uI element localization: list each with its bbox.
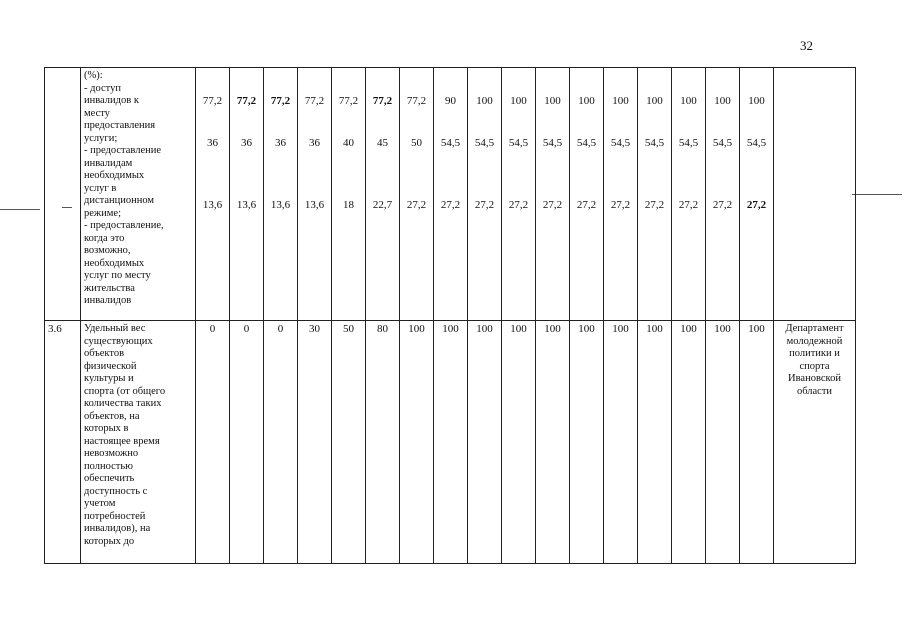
description-line: инвалидов), на (84, 523, 151, 534)
description-line: обеспечить (84, 473, 135, 484)
value-cell: 50 (332, 321, 366, 564)
value-cell (196, 68, 230, 321)
description-line: инвалидов к (84, 95, 139, 106)
series-home-value: 13,6 (304, 199, 325, 211)
series-remote-value: 36 (309, 137, 320, 149)
series-remote-value: 36 (207, 137, 218, 149)
description-line: (%): (84, 70, 103, 81)
value-cell (332, 68, 366, 321)
description-line: которых до (84, 535, 135, 547)
description-line: необходимых (84, 170, 145, 181)
series-home-value: 27,2 (474, 199, 495, 211)
series-remote-value: 54,5 (712, 137, 733, 149)
description-line: жительства (84, 282, 135, 294)
series-remote-value: 50 (411, 137, 422, 149)
series-access-value: 100 (510, 95, 527, 107)
value-cell (400, 68, 434, 321)
series-access-value: 100 (476, 95, 493, 107)
description-line: - предоставление, (84, 220, 164, 231)
table-row (45, 321, 856, 564)
description-line: инвалидам (84, 157, 133, 169)
description-line: когда это (84, 232, 125, 244)
series-remote-value: 54,5 (542, 137, 563, 149)
responsible-cell (774, 68, 856, 321)
series-remote-value: 36 (275, 137, 286, 149)
value-cell (434, 68, 468, 321)
series-access-value: 77,2 (304, 95, 325, 107)
description-line: услуг по месту (84, 270, 151, 281)
series-access-value: 77,2 (338, 95, 359, 107)
description-line: необходимых (84, 257, 145, 269)
series-remote-value: 54,5 (644, 137, 665, 149)
responsible-department (774, 321, 856, 564)
description-line: дистанционном (84, 195, 155, 206)
description-line: услуг в (84, 182, 117, 194)
description-line: месту (84, 107, 110, 119)
value-cell: 100 (638, 321, 672, 564)
value-cell (672, 68, 706, 321)
description-line: невозможно (84, 448, 139, 459)
value-cell (264, 68, 298, 321)
description-line: услуги; (84, 132, 118, 144)
series-remote-value: 54,5 (746, 137, 767, 149)
description-line: доступность с (84, 485, 148, 497)
responsible-line: области (796, 385, 833, 397)
series-home-value: 27,2 (678, 199, 699, 211)
description-line: возможно, (84, 245, 131, 256)
description-line: спорта (от общего (84, 385, 166, 397)
value-cell: 100 (502, 321, 536, 564)
row-index: 3.6 (45, 321, 81, 564)
series-access-value: 77,2 (406, 95, 427, 107)
series-home-value: 13,6 (270, 199, 291, 211)
description-line: культуры и (84, 373, 134, 384)
value-cell: 80 (366, 321, 400, 564)
series-remote-value: 54,5 (610, 137, 631, 149)
series-home-value: 27,2 (644, 199, 665, 211)
series-remote-value: 54,5 (508, 137, 529, 149)
description-line: режиме; (84, 207, 122, 219)
row-index (45, 68, 81, 321)
series-access-value: 100 (544, 95, 561, 107)
series-access-value: 77,2 (202, 95, 223, 107)
series-home-value: 13,6 (202, 199, 223, 211)
value-cell (638, 68, 672, 321)
value-cell: 100 (706, 321, 740, 564)
series-access-value: 77,2 (236, 95, 257, 107)
value-cell: 0 (230, 321, 264, 564)
series-home-value: 27,2 (576, 199, 597, 211)
value-cell (230, 68, 264, 321)
description-line: которых в (84, 423, 129, 434)
value-cell: 100 (468, 321, 502, 564)
description-line: учетом (84, 498, 116, 509)
value-cell (740, 68, 774, 321)
description-line: объектов (84, 348, 125, 359)
description-line: объектов, на (84, 410, 140, 422)
series-remote-value: 54,5 (678, 137, 699, 149)
description-line: потребностей (84, 510, 146, 522)
description-line: Удельный вес (84, 323, 146, 334)
series-remote-value: 54,5 (474, 137, 495, 149)
value-cell (706, 68, 740, 321)
series-access-value: 90 (445, 95, 456, 107)
series-access-value: 100 (578, 95, 595, 107)
value-cell: 100 (400, 321, 434, 564)
series-remote-value: 45 (377, 137, 388, 149)
series-access-value: 100 (680, 95, 697, 107)
responsible-line: политики и (789, 348, 840, 359)
description-line: инвалидов (84, 295, 132, 306)
value-cell: 100 (570, 321, 604, 564)
value-cell: 100 (672, 321, 706, 564)
responsible-line: спорта (799, 360, 830, 372)
series-home-value: 27,2 (406, 199, 427, 211)
description-line: физической (84, 360, 137, 372)
series-home-value: 27,2 (542, 199, 563, 211)
series-remote-value: 36 (241, 137, 252, 149)
series-home-value: 27,2 (712, 199, 733, 211)
value-cell (536, 68, 570, 321)
value-cell: 0 (264, 321, 298, 564)
value-cell: 100 (740, 321, 774, 564)
value-cell: 30 (298, 321, 332, 564)
responsible-line: Ивановской (788, 373, 841, 384)
table-row (45, 68, 856, 321)
series-remote-value: 54,5 (440, 137, 461, 149)
value-cell (366, 68, 400, 321)
description-line: настоящее время (84, 435, 160, 447)
description-line: - предоставление (84, 145, 162, 156)
series-home-value: 22,7 (372, 199, 393, 211)
right-margin-rule (852, 194, 902, 195)
description-line: количества таких (84, 398, 162, 409)
responsible-line: Департамент (785, 323, 844, 334)
value-cell: 100 (434, 321, 468, 564)
value-cell (468, 68, 502, 321)
series-home-value: 18 (343, 199, 354, 211)
responsible-line: молодежной (786, 335, 843, 347)
description-line: полностью (84, 460, 133, 472)
series-remote-value: 40 (343, 137, 354, 149)
series-remote-value: 54,5 (576, 137, 597, 149)
description-line: существующих (84, 335, 153, 347)
value-cell (570, 68, 604, 321)
description-line: предоставления (84, 120, 156, 131)
series-access-value: 77,2 (372, 95, 393, 107)
series-home-value: 27,2 (440, 199, 461, 211)
value-cell: 100 (604, 321, 638, 564)
series-access-value: 100 (714, 95, 731, 107)
series-home-value: 27,2 (610, 199, 631, 211)
series-access-value: 77,2 (270, 95, 291, 107)
series-access-value: 100 (748, 95, 765, 107)
page-number: 32 (800, 38, 813, 53)
series-home-value: 27,2 (746, 199, 767, 211)
value-cell (298, 68, 332, 321)
indicator-description (81, 68, 196, 321)
value-cell (604, 68, 638, 321)
value-cell: 0 (196, 321, 230, 564)
series-home-value: 13,6 (236, 199, 257, 211)
series-access-value: 100 (612, 95, 629, 107)
description-line: - доступ (84, 82, 121, 94)
value-cell: 100 (536, 321, 570, 564)
left-margin-rule (0, 209, 40, 210)
indicator-description (81, 321, 196, 564)
series-home-value: 27,2 (508, 199, 529, 211)
indicator-table (44, 67, 856, 564)
series-access-value: 100 (646, 95, 663, 107)
value-cell (502, 68, 536, 321)
